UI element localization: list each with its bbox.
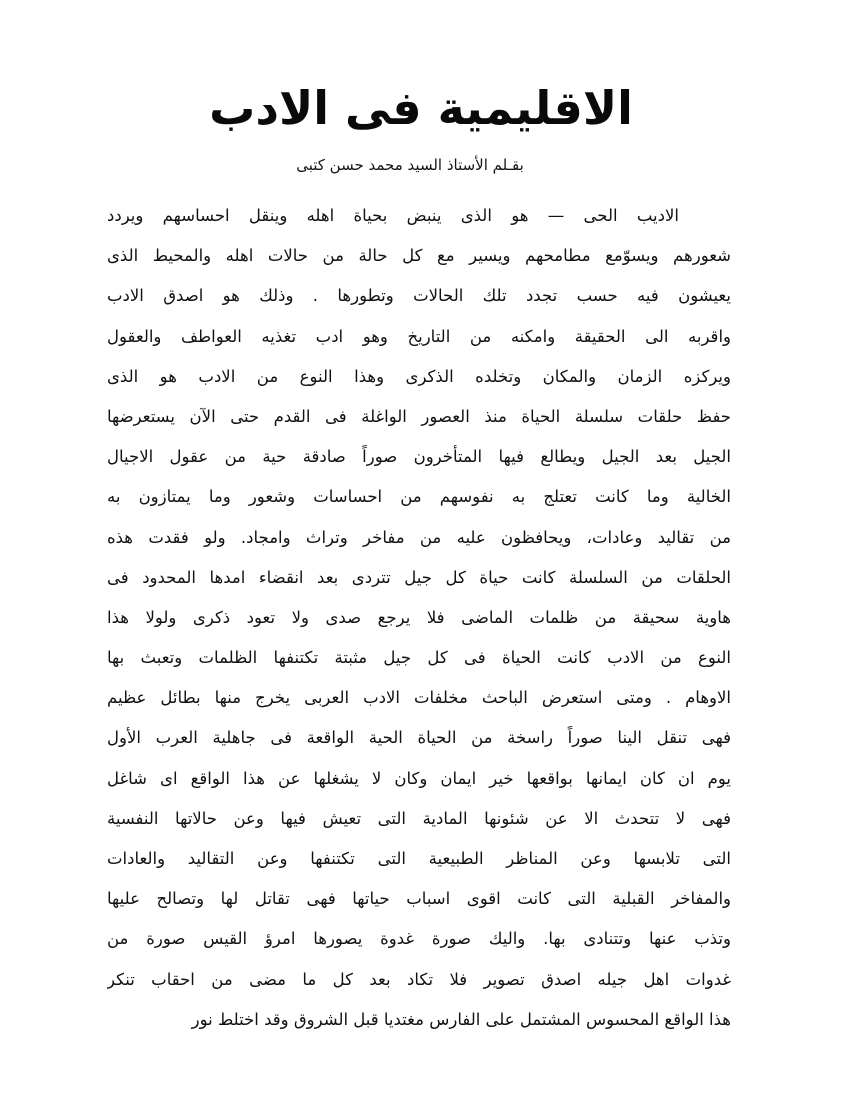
article-byline: بقـلم الأستاذ السيد محمد حسن كتبى <box>296 156 524 174</box>
body-line: ويركزه الزمان والمكان وتخلده الذكرى وهذا النوع من الادب هو الذى <box>107 366 731 386</box>
body-line: غدوات اهل جيله اصدق تصوير فلا تكاد بعد كل ما مضى من احقاب تنكر <box>107 969 731 989</box>
body-line: الحلقات من السلسلة كانت حياة كل جيل تتردى بعد انقضاء امدها المحدود فى <box>107 567 731 587</box>
body-line: يوم ان كان ايمانها بواقعها خير ايمان وكان لا يشغلها عن هذا الواقع اى شاغل <box>107 768 731 788</box>
body-line: هاوية سحيقة من ظلمات الماضى فلا يرجع صدى ولا تعود ذكرى ولولا هذا <box>107 607 731 627</box>
body-line: يعيشون فيه حسب تجدد تلك الحالات وتطورها . وذلك هو اصدق الادب <box>107 286 731 306</box>
body-line: من تقاليد وعادات، ويحافظون عليه من مفاخر وتراث وامجاد. ولو فقدت هذه <box>107 527 731 547</box>
body-line: هذا الواقع المحسوس المشتمل على الفارس مغتديا قبل الشروق وقد اختلط نور <box>191 1009 731 1029</box>
body-line: وتذب عنها وتتنادى بها. واليك صورة غدوة يصورها امرؤ القيس صورة من <box>107 929 731 949</box>
body-line: الاديب الحى — هو الذى ينبض بحياة اهله وينقل احساسهم ويردد <box>107 206 679 225</box>
body-line: والمفاخر القبلية التى كانت اقوى اسباب حياتها فهى تقاتل لها وتصالح عليها <box>107 889 731 909</box>
body-line: الخالية وما كانت تعتلج به نفوسهم من احساسات وشعور وما يمتازون به <box>107 487 731 507</box>
body-line: شعورهم ويسوّمع مطامحهم ويسير مع كل حالة من حالات اهله والمحيط الذى <box>107 246 731 266</box>
body-line: حفظ حلقات سلسلة الحياة منذ العصور الواغلة فى القدم حتى الآن يستعرضها <box>107 406 731 426</box>
body-line: الاوهام . ومتى استعرض الباحث مخلفات الادب العربى يخرج منها بطائل عظيم <box>107 688 731 708</box>
body-line: الجيل بعد الجيل ويطالع فيها المتأخرون صوراً صادقة حية من عقول الاجيال <box>107 447 731 467</box>
body-line: فهى لا تتحدث الا عن شئونها المادية التى تعيش فيها وعن حالاتها النفسية <box>107 808 731 828</box>
body-line: التى تلابسها وعن المناظر الطبيعية التى تكتنفها وعن التقاليد والعادات <box>107 849 731 868</box>
article-title: الاقليمية فى الادب <box>209 81 633 135</box>
article-body <box>107 196 731 1040</box>
body-line: واقربه الى الحقيقة وامكنه من التاريخ وهو ادب تغذيه العواطف والعقول <box>107 326 731 346</box>
body-line: فهى تنقل الينا صوراً راسخة من الحياة الحية الواقعة فى جاهلية العرب الأول <box>107 728 731 748</box>
body-line: النوع من الادب كانت الحياة فى كل جيل مثبتة تكتنفها الظلمات وتعبث بها <box>107 648 731 668</box>
